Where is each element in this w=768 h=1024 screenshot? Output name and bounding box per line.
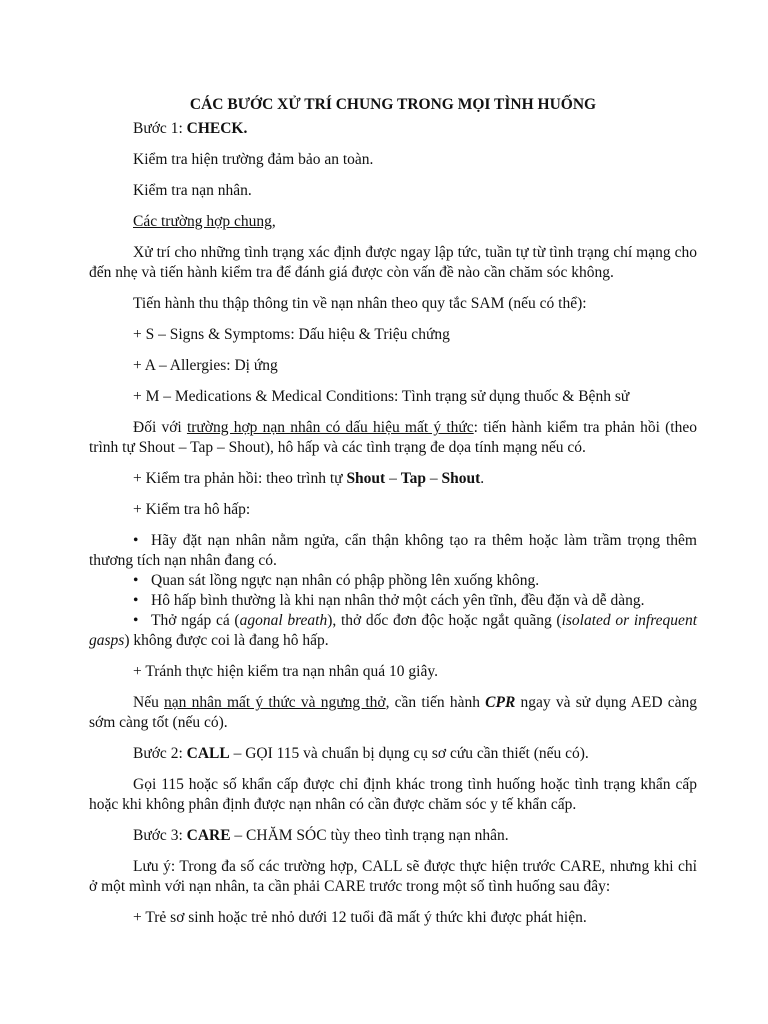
- step-1-prefix: Bước 1:: [133, 120, 187, 137]
- paragraph-check-response: [89, 469, 697, 489]
- paragraph-check-scene: Kiểm tra hiện trường đảm bảo an toàn.: [133, 151, 374, 168]
- cpr-term: CPR: [485, 694, 516, 711]
- cpr-lead: Nếu: [133, 694, 165, 711]
- paragraph-handling: Xử trí cho những tình trạng xác định được ngay lập tức, tuần tự từ tình trạng chí mạng cho đến nhẹ và tiến hành kiểm tra để đánh giá được còn vấn đề nào cần chăm sóc không.: [89, 244, 697, 281]
- paragraph-call-115: Gọi 115 hoặc số khẩn cấp được chỉ định khác trong tình huống hoặc tình trạng khẩn cấp hoặc khi không phân định được nạn nhân có cần được chăm sóc y tế khẩn cấp.: [89, 776, 697, 813]
- step-2-prefix: Bước 2:: [133, 745, 187, 762]
- paragraph-general-cases: [89, 212, 697, 232]
- step-2-rest: – GỌI 115 và chuẩn bị dụng cụ sơ cứu cần thiết (nếu có).: [229, 745, 589, 762]
- bullet-item-1: [89, 531, 697, 571]
- bullet-item-3: [89, 591, 697, 611]
- paragraph-note: Lưu ý: Trong đa số các trường hợp, CALL sẽ được thực hiện trước CARE, nhưng khi chỉ ở một mình với nạn nhân, ta cần phải CARE trước trong một số tình huống sau đây:: [89, 858, 697, 895]
- bullet-icon: •: [133, 612, 139, 629]
- bullet-text-1: Hãy đặt nạn nhân nằm ngửa, cẩn thận không tạo ra thêm hoặc làm trầm trọng thêm thương tích nạn nhân đang có.: [89, 532, 697, 569]
- paragraph-sam-intro: Tiến hành thu thập thông tin về nạn nhân theo quy tắc SAM (nếu có thể):: [133, 295, 587, 312]
- bullet-icon: •: [133, 592, 139, 609]
- bullet-text-3: Hô hấp bình thường là khi nạn nhân thở một cách yên tĩnh, đều đặn và dễ dàng.: [151, 592, 645, 609]
- bullet-text-4a: Thở ngáp cá (: [151, 612, 240, 629]
- response-tap: Tap: [400, 470, 427, 487]
- general-cases-tail: ,: [271, 213, 276, 230]
- step-2-heading: [89, 744, 697, 764]
- bullet-item-4: [89, 611, 697, 651]
- document-title: CÁC BƯỚC XỬ TRÍ CHUNG TRONG MỌI TÌNH HUỐNG: [189, 96, 597, 113]
- paragraph-unconscious: [89, 418, 697, 458]
- bullet-icon: •: [133, 572, 139, 589]
- response-end: .: [480, 470, 485, 487]
- response-shout-2: Shout: [441, 470, 481, 487]
- general-cases-heading: Các trường hợp chung: [133, 213, 272, 230]
- response-sep-2: –: [426, 470, 442, 487]
- step-1-name: CHECK.: [186, 120, 248, 137]
- sam-item-s: + S – Signs & Symptoms: Dấu hiệu & Triệu chứng: [133, 326, 450, 343]
- paragraph-cpr: [89, 693, 697, 733]
- cpr-underlined: nạn nhân mất ý thức và ngưng thở: [164, 694, 386, 711]
- bullet-italic-gasps: isolated or infrequent gasps: [89, 612, 697, 649]
- sam-item-m: + M – Medications & Medical Conditions: Tình trạng sử dụng thuốc & Bệnh sử: [133, 388, 630, 405]
- paragraph-check-breathing: + Kiểm tra hô hấp:: [133, 501, 251, 518]
- bullet-text-4b: ), thở dốc đơn độc hoặc ngắt quãng (: [327, 612, 562, 629]
- paragraph-time-limit: + Tránh thực hiện kiểm tra nạn nhân quá 10 giây.: [133, 663, 438, 680]
- step-3-name: CARE: [186, 827, 231, 844]
- unconscious-underlined: trường hợp nạn nhân có dấu hiệu mất ý thức: [186, 419, 474, 436]
- bullet-item-2: [89, 571, 697, 591]
- paragraph-infant-case: + Trẻ sơ sinh hoặc trẻ nhỏ dưới 12 tuổi đã mất ý thức khi được phát hiện.: [133, 909, 587, 926]
- step-3-rest: – CHĂM SÓC tùy theo tình trạng nạn nhân.: [230, 827, 509, 844]
- response-lead: + Kiểm tra phản hồi: theo trình tự: [133, 470, 347, 487]
- cpr-mid: , cần tiến hành: [385, 694, 486, 711]
- cpr-rest: ngay và sử dụng AED càng sớm càng tốt (nếu có).: [89, 694, 698, 731]
- step-3-heading: [89, 826, 697, 846]
- bullet-italic-agonal: agonal breath: [239, 612, 328, 629]
- response-sep-1: –: [385, 470, 401, 487]
- response-shout-1: Shout: [346, 470, 386, 487]
- bullet-icon: •: [133, 532, 139, 549]
- bullet-text-2: Quan sát lồng ngực nạn nhân có phập phồng lên xuống không.: [151, 572, 540, 589]
- breathing-bullet-list: [89, 531, 697, 651]
- unconscious-rest: : tiến hành kiểm tra phản hồi (theo trình tự Shout – Tap – Shout), hô hấp và các tình trạng đe dọa tính mạng nếu có.: [89, 419, 697, 456]
- unconscious-lead: Đối với: [133, 419, 187, 436]
- bullet-text-4c: ) không được coi là đang hô hấp.: [124, 632, 329, 649]
- sam-item-a: + A – Allergies: Dị ứng: [133, 357, 278, 374]
- step-2-name: CALL: [186, 745, 230, 762]
- step-1-heading: [89, 119, 697, 139]
- paragraph-check-victim: Kiểm tra nạn nhân.: [133, 182, 252, 199]
- step-3-prefix: Bước 3:: [133, 827, 187, 844]
